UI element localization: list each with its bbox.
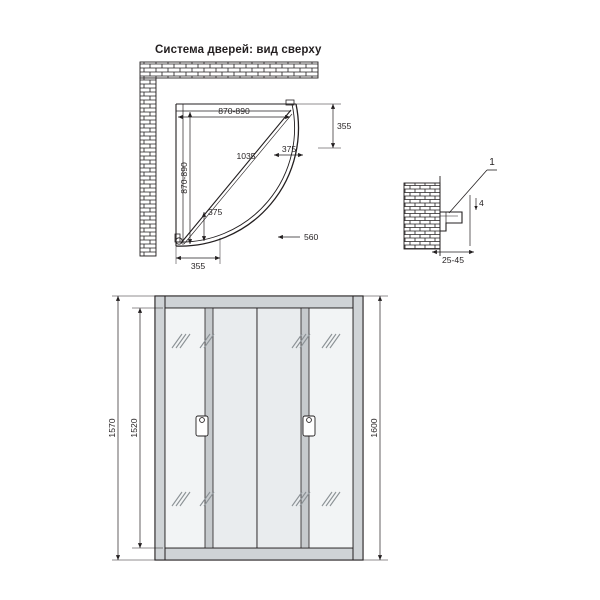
dim-inner-left-label: 1520 <box>129 418 139 438</box>
dim-range-label: 25-45 <box>442 255 464 265</box>
door-diagonal <box>181 110 292 244</box>
callout-1-label: 1 <box>489 157 495 168</box>
dim-outer-left-label: 1570 <box>107 418 117 438</box>
front-view-group <box>107 296 388 560</box>
dim-bottom-small <box>176 238 220 271</box>
dim-thickness <box>476 198 484 210</box>
dim-top-inner <box>178 106 290 117</box>
callout-1 <box>449 157 497 213</box>
dim-outer-left <box>107 296 118 560</box>
dim-diagonal <box>236 151 255 161</box>
dim-left-inner <box>179 112 190 244</box>
page-title: Система дверей: вид сверху <box>155 44 322 56</box>
dim-right-small-label: 355 <box>337 121 352 131</box>
dim-left-inner-label: 870-890 <box>179 162 189 194</box>
dim-arc-label: 560 <box>304 232 319 242</box>
dim-right-panel <box>274 144 303 155</box>
hardware-markers <box>175 100 294 244</box>
dim-range <box>432 252 474 265</box>
dim-right-small <box>296 104 352 148</box>
dim-arc <box>278 232 319 242</box>
top-view-group <box>140 62 352 271</box>
detail-view-group <box>404 157 497 265</box>
dim-bottom-small-label: 355 <box>190 261 206 271</box>
dim-top-inner-label: 870-890 <box>218 106 250 116</box>
dim-left-panel-label: 375 <box>208 207 223 217</box>
dim-thickness-label: 4 <box>479 198 484 208</box>
dim-right-panel-label: 375 <box>281 144 297 154</box>
dim-right <box>369 296 380 560</box>
dim-right-label: 1600 <box>369 418 379 438</box>
dim-diagonal-label: 1035 <box>236 151 256 161</box>
dim-inner-left <box>129 308 140 548</box>
